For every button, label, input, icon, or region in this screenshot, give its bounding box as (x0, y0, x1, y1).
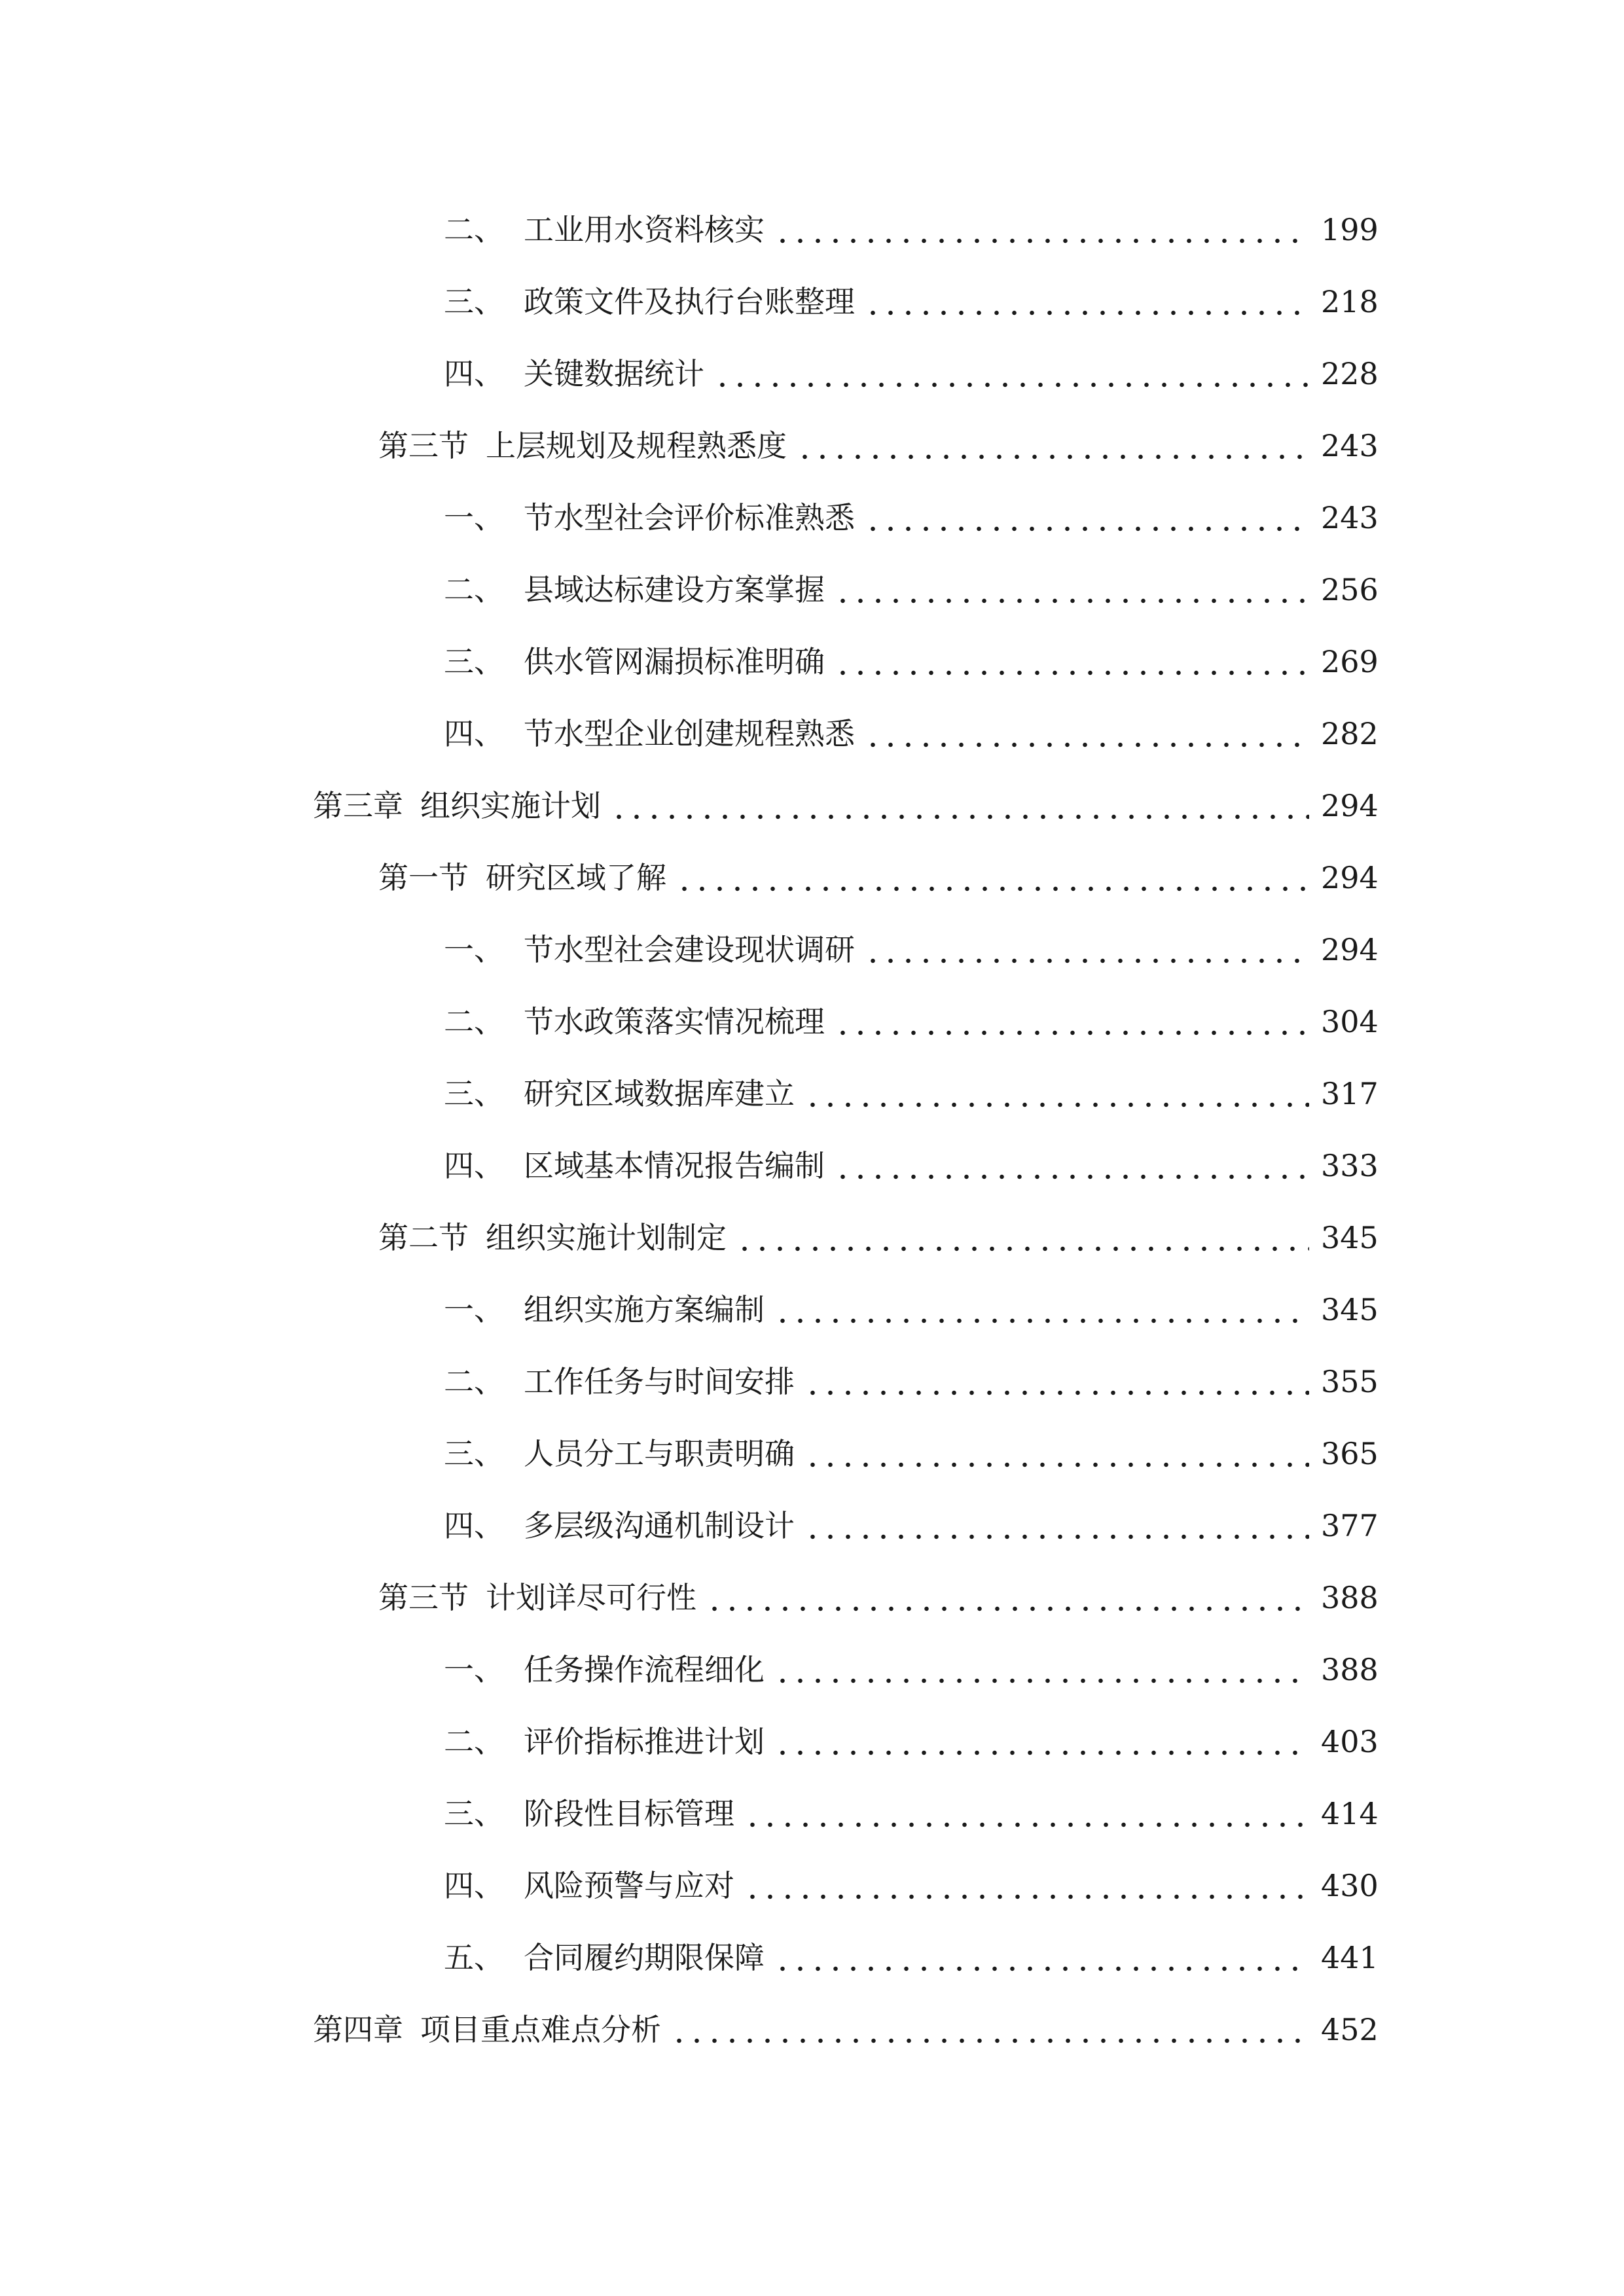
toc-entry-title: 工作任务与时间安排 (524, 1364, 795, 1399)
toc-entry-page: 294 (1321, 860, 1379, 895)
table-of-contents (0, 194, 1624, 2066)
toc-entry-title: 评价指标推进计划 (524, 1724, 765, 1759)
toc-section-title: 组织实施计划制定 (486, 1220, 727, 1255)
toc-entry-page: 269 (1321, 644, 1379, 679)
toc-entry[interactable] (0, 1130, 1624, 1202)
toc-entry-page: 294 (1321, 788, 1379, 823)
toc-entry[interactable] (0, 1274, 1624, 1346)
toc-entry-page: 282 (1321, 716, 1379, 751)
toc-entry-page: 452 (1321, 2012, 1379, 2047)
toc-entry[interactable] (0, 1634, 1624, 1706)
toc-dot-leader (804, 1439, 1309, 1469)
toc-entry-number: 三、 (444, 1076, 504, 1111)
toc-dot-leader (834, 575, 1309, 605)
toc-entry-page: 304 (1321, 1004, 1379, 1039)
toc-entry-title: 节水型社会评价标准熟悉 (524, 500, 855, 535)
toc-entry[interactable] (0, 986, 1624, 1058)
toc-entry[interactable] (0, 698, 1624, 770)
toc-entry-page: 403 (1321, 1724, 1379, 1759)
toc-entry-page: 228 (1321, 356, 1379, 391)
toc-entry-page: 243 (1321, 428, 1379, 463)
toc-entry-page: 414 (1321, 1796, 1379, 1831)
toc-entry-title: 合同履约期限保障 (524, 1940, 765, 1975)
toc-entry-title: 阶段性目标管理 (524, 1796, 734, 1831)
toc-entry-number: 三、 (444, 644, 504, 679)
toc-dot-leader (864, 719, 1309, 749)
toc-chapter-entry[interactable] (0, 770, 1624, 842)
toc-entry-title: 组织实施方案编制 (524, 1292, 765, 1327)
toc-dot-leader (676, 863, 1309, 893)
toc-entry-number: 三、 (444, 1436, 504, 1471)
toc-entry[interactable] (0, 1346, 1624, 1418)
toc-chapter-title: 项目重点难点分析 (420, 2012, 661, 2047)
toc-dot-leader (834, 647, 1309, 677)
toc-chapter-number: 第三章 (313, 788, 403, 823)
toc-entry[interactable] (0, 1490, 1624, 1562)
toc-dot-leader (713, 359, 1309, 389)
toc-entry-page: 345 (1321, 1220, 1379, 1255)
toc-entry-number: 四、 (444, 1868, 504, 1903)
toc-entry-number: 二、 (444, 572, 504, 607)
toc-entry-page: 377 (1321, 1508, 1379, 1543)
toc-entry-number: 一、 (444, 1292, 504, 1327)
toc-dot-leader (744, 1871, 1309, 1901)
toc-dot-leader (804, 1079, 1309, 1109)
toc-entry-title: 风险预警与应对 (524, 1868, 734, 1903)
toc-entry[interactable] (0, 1058, 1624, 1130)
toc-entry-title: 任务操作流程细化 (524, 1652, 765, 1687)
toc-chapter-number: 第四章 (313, 2012, 403, 2047)
toc-entry-page: 345 (1321, 1292, 1379, 1327)
toc-dot-leader (706, 1583, 1309, 1613)
toc-entry-page: 365 (1321, 1436, 1379, 1471)
toc-dot-leader (864, 287, 1309, 317)
toc-chapter-title: 组织实施计划 (420, 788, 601, 823)
toc-section-title: 研究区域了解 (486, 860, 666, 895)
toc-entry-title: 节水政策落实情况梳理 (524, 1004, 825, 1039)
toc-entry-title: 关键数据统计 (524, 356, 704, 391)
toc-entry-page: 199 (1321, 212, 1379, 247)
toc-entry-number: 一、 (444, 932, 504, 967)
toc-section-entry[interactable] (0, 842, 1624, 914)
toc-dot-leader (670, 2015, 1309, 2045)
toc-section-entry[interactable] (0, 1202, 1624, 1274)
toc-entry-page: 333 (1321, 1148, 1379, 1183)
toc-dot-leader (804, 1367, 1309, 1397)
toc-entry[interactable] (0, 1778, 1624, 1850)
toc-section-number: 第二节 (378, 1220, 469, 1255)
toc-entry-page: 243 (1321, 500, 1379, 535)
toc-dot-leader (774, 215, 1309, 245)
toc-entry-page: 218 (1321, 284, 1379, 319)
toc-entry-number: 四、 (444, 356, 504, 391)
toc-entry-page: 317 (1321, 1076, 1379, 1111)
toc-entry-title: 节水型企业创建规程熟悉 (524, 716, 855, 751)
toc-entry[interactable] (0, 626, 1624, 698)
toc-entry-page: 294 (1321, 932, 1379, 967)
toc-entry[interactable] (0, 1706, 1624, 1778)
toc-entry-page: 441 (1321, 1940, 1379, 1975)
toc-dot-leader (834, 1151, 1309, 1181)
toc-section-number: 第三节 (378, 428, 469, 463)
toc-dot-leader (864, 503, 1309, 533)
toc-section-number: 第三节 (378, 1580, 469, 1615)
toc-dot-leader (774, 1727, 1309, 1757)
toc-section-number: 第一节 (378, 860, 469, 895)
toc-entry-title: 供水管网漏损标准明确 (524, 644, 825, 679)
toc-section-title: 计划详尽可行性 (486, 1580, 696, 1615)
toc-entry-page: 355 (1321, 1364, 1379, 1399)
toc-entry-page: 388 (1321, 1580, 1379, 1615)
toc-entry-number: 二、 (444, 1724, 504, 1759)
toc-entry-number: 一、 (444, 500, 504, 535)
toc-dot-leader (744, 1799, 1309, 1829)
toc-entry-number: 四、 (444, 1508, 504, 1543)
toc-entry-page: 430 (1321, 1868, 1379, 1903)
toc-entry[interactable] (0, 266, 1624, 338)
toc-dot-leader (774, 1295, 1309, 1325)
toc-entry-number: 三、 (444, 284, 504, 319)
toc-entry[interactable] (0, 1418, 1624, 1490)
toc-dot-leader (736, 1223, 1309, 1253)
toc-entry-number: 二、 (444, 212, 504, 247)
toc-entry-number: 一、 (444, 1652, 504, 1687)
toc-entry-title: 多层级沟通机制设计 (524, 1508, 795, 1543)
toc-dot-leader (774, 1655, 1309, 1685)
toc-entry[interactable] (0, 914, 1624, 986)
toc-entry-page: 388 (1321, 1652, 1379, 1687)
toc-entry[interactable] (0, 194, 1624, 266)
toc-entry-title: 工业用水资料核实 (524, 212, 765, 247)
toc-entry-number: 五、 (444, 1940, 504, 1975)
toc-dot-leader (834, 1007, 1309, 1037)
toc-entry[interactable] (0, 338, 1624, 410)
toc-entry-title: 区域基本情况报告编制 (524, 1148, 825, 1183)
toc-entry[interactable] (0, 482, 1624, 554)
toc-entry-number: 二、 (444, 1364, 504, 1399)
toc-dot-leader (774, 1943, 1309, 1973)
toc-chapter-entry[interactable] (0, 1994, 1624, 2066)
toc-dot-leader (610, 791, 1309, 821)
toc-entry-number: 三、 (444, 1796, 504, 1831)
toc-entry-number: 二、 (444, 1004, 504, 1039)
toc-entry-title: 政策文件及执行台账整理 (524, 284, 855, 319)
toc-section-entry[interactable] (0, 1562, 1624, 1634)
toc-entry-title: 人员分工与职责明确 (524, 1436, 795, 1471)
toc-dot-leader (804, 1511, 1309, 1541)
toc-entry-title: 节水型社会建设现状调研 (524, 932, 855, 967)
toc-entry-number: 四、 (444, 1148, 504, 1183)
toc-section-title: 上层规划及规程熟悉度 (486, 428, 787, 463)
toc-entry-number: 四、 (444, 716, 504, 751)
toc-entry[interactable] (0, 554, 1624, 626)
toc-entry-title: 研究区域数据库建立 (524, 1076, 795, 1111)
toc-entry-page: 256 (1321, 572, 1379, 607)
toc-entry-title: 县域达标建设方案掌握 (524, 572, 825, 607)
toc-entry[interactable] (0, 1922, 1624, 1994)
toc-section-entry[interactable] (0, 410, 1624, 482)
toc-entry[interactable] (0, 1850, 1624, 1922)
toc-dot-leader (796, 431, 1309, 461)
toc-dot-leader (864, 935, 1309, 965)
